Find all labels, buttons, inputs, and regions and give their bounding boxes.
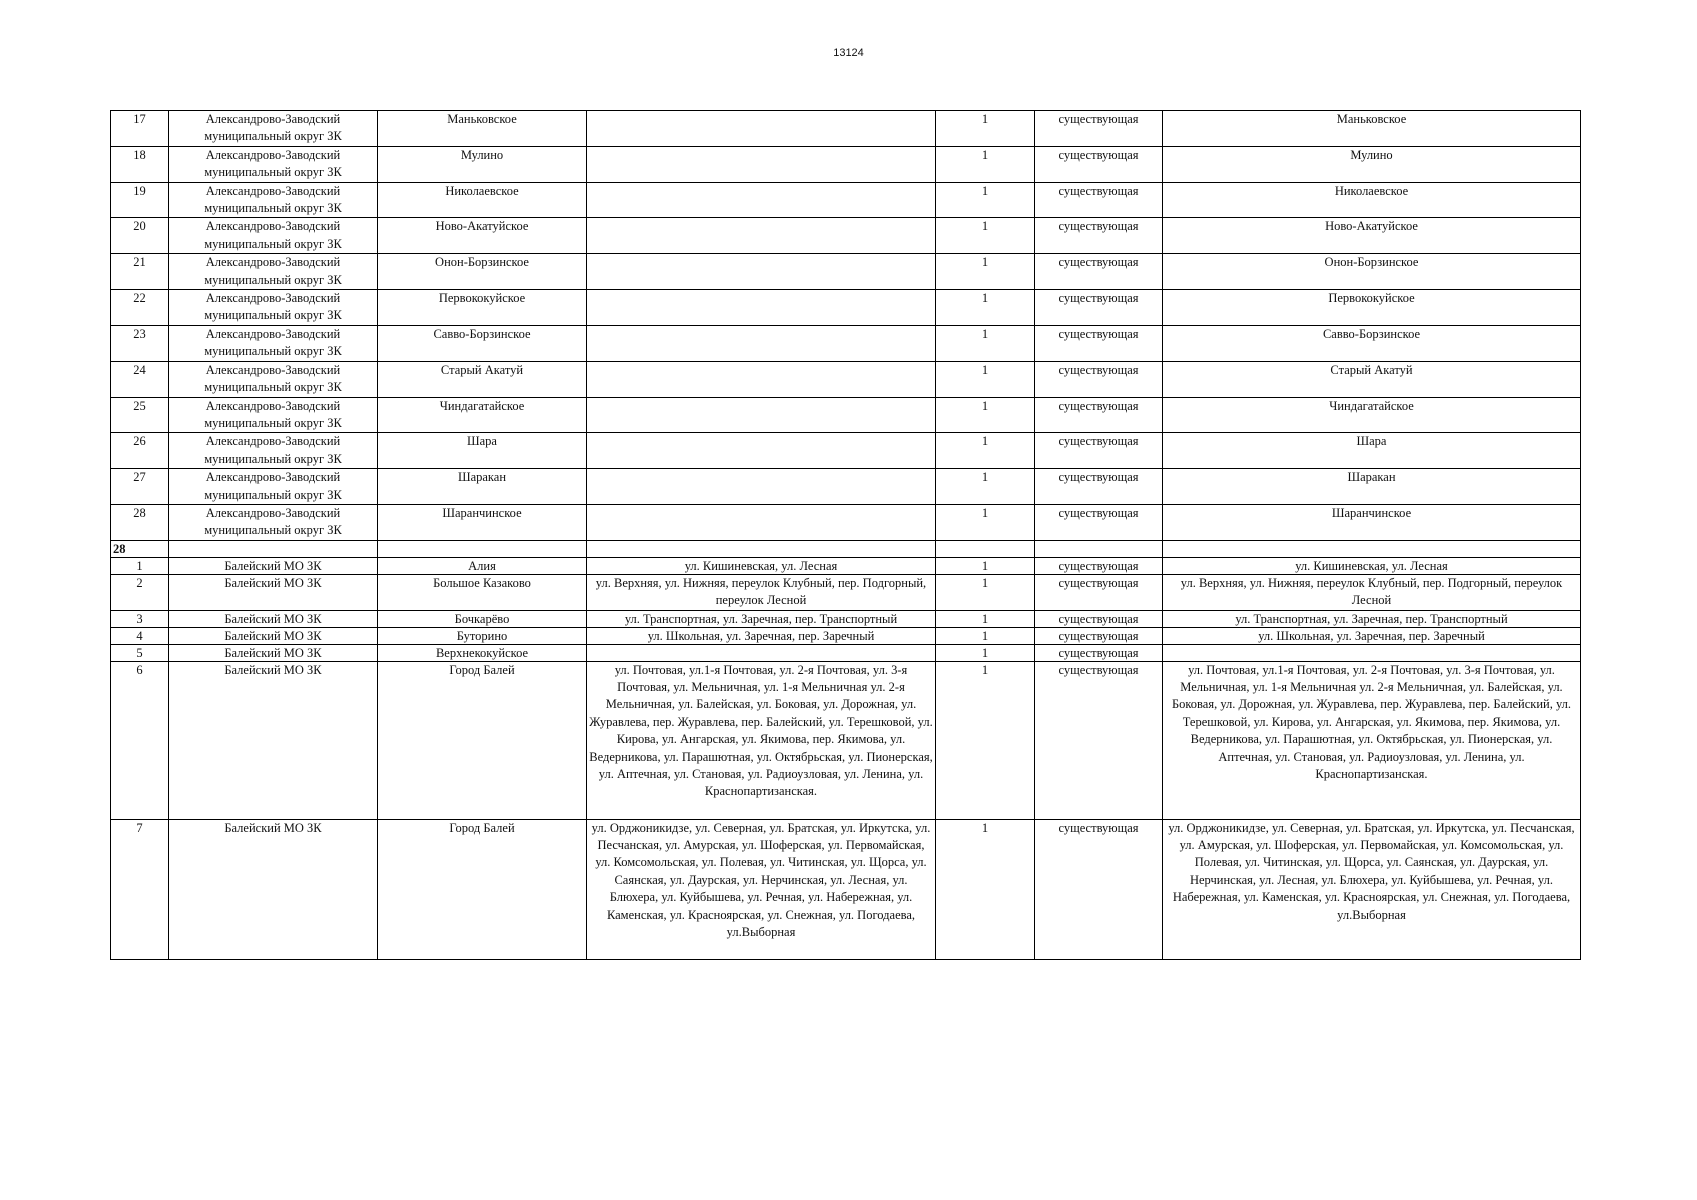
table-row: [111, 627, 1581, 644]
cell-streets: [587, 397, 936, 433]
cell-settlement: Чиндагатайское: [378, 397, 587, 433]
cell-count: 1: [936, 111, 1035, 147]
empty-cell: [169, 540, 378, 557]
cell-status: существующая: [1035, 661, 1163, 819]
cell-status: существующая: [1035, 610, 1163, 627]
table-row: [111, 254, 1581, 290]
cell-count: 1: [936, 254, 1035, 290]
cell-status: существующая: [1035, 574, 1163, 610]
cell-status: существующая: [1035, 361, 1163, 397]
cell-count: 1: [936, 361, 1035, 397]
cell-district: Балейский МО ЗК: [169, 574, 378, 610]
table-row: [111, 433, 1581, 469]
cell-streets: ул. Почтовая, ул.1-я Почтовая, ул. 2-я Почтовая, ул. 3-я Почтовая, ул. Мельничная, ул. 1-я Мельничная ул. 2-я Мельничная, ул. Балейская, ул. Боковая, ул. Дорожная, ул. Журавлева, пер. Журавлева, пер. Балейский, ул. Терешковой, ул. Кирова, ул. Ангарская, ул. Якимова, пер. Якимова, ул. Ведерникова, ул. Парашютная, ул. Октябрьская, ул. Пионерская, ул. Аптечная, ул. Становая, ул. Радиоузловая, ул. Ленина, ул. Краснопартизанская.: [587, 661, 936, 819]
cell-number: 1: [111, 557, 169, 574]
cell-number: 20: [111, 218, 169, 254]
cell-settlement: Шаракан: [378, 469, 587, 505]
cell-streets: [587, 111, 936, 147]
cell-number: 5: [111, 644, 169, 661]
cell-zone: Савво-Борзинское: [1163, 325, 1581, 361]
cell-number: 24: [111, 361, 169, 397]
empty-cell: [587, 540, 936, 557]
cell-status: существующая: [1035, 111, 1163, 147]
cell-streets: [587, 182, 936, 218]
subtotal-row: [111, 540, 1581, 557]
cell-district: Балейский МО ЗК: [169, 627, 378, 644]
cell-status: существующая: [1035, 325, 1163, 361]
cell-district: Александрово-Заводский муниципальный округ ЗК: [169, 254, 378, 290]
cell-status: существующая: [1035, 218, 1163, 254]
cell-count: 1: [936, 218, 1035, 254]
table-row: [111, 361, 1581, 397]
cell-number: 7: [111, 819, 169, 959]
cell-zone: ул. Кишиневская, ул. Лесная: [1163, 557, 1581, 574]
cell-status: существующая: [1035, 469, 1163, 505]
cell-zone: ул. Транспортная, ул. Заречная, пер. Транспортный: [1163, 610, 1581, 627]
cell-status: существующая: [1035, 557, 1163, 574]
cell-district: Александрово-Заводский муниципальный округ ЗК: [169, 433, 378, 469]
cell-number: 25: [111, 397, 169, 433]
cell-settlement: Ново-Акатуйское: [378, 218, 587, 254]
cell-settlement: Бочкарёво: [378, 610, 587, 627]
cell-number: 23: [111, 325, 169, 361]
cell-status: существующая: [1035, 433, 1163, 469]
cell-zone: ул. Почтовая, ул.1-я Почтовая, ул. 2-я Почтовая, ул. 3-я Почтовая, ул. Мельничная, ул. 1-я Мельничная ул. 2-я Мельничная, ул. Балейская, ул. Боковая, ул. Дорожная, ул. Журавлева, пер. Журавлева, пер. Балейский, ул. Терешковой, ул. Кирова, ул. Ангарская, ул. Якимова, пер. Якимова, ул. Ведерникова, ул. Парашютная, ул. Октябрьская, ул. Пионерская, ул. Аптечная, ул. Становая, ул. Радиоузловая, ул. Ленина, ул. Краснопартизанская.: [1163, 661, 1581, 819]
cell-district: Александрово-Заводский муниципальный округ ЗК: [169, 325, 378, 361]
table-row: [111, 218, 1581, 254]
cell-number: 27: [111, 469, 169, 505]
table-row: [111, 469, 1581, 505]
cell-settlement: Верхнекокуйское: [378, 644, 587, 661]
cell-settlement: Мулино: [378, 146, 587, 182]
cell-settlement: Шаранчинское: [378, 504, 587, 540]
cell-status: существующая: [1035, 627, 1163, 644]
cell-number: 4: [111, 627, 169, 644]
cell-settlement: Алия: [378, 557, 587, 574]
cell-zone: Чиндагатайское: [1163, 397, 1581, 433]
cell-settlement: Город Балей: [378, 661, 587, 819]
empty-cell: [378, 540, 587, 557]
table-row: [111, 661, 1581, 819]
cell-settlement: Город Балей: [378, 819, 587, 959]
cell-streets: ул. Кишиневская, ул. Лесная: [587, 557, 936, 574]
cell-zone: Маньковское: [1163, 111, 1581, 147]
cell-streets: [587, 644, 936, 661]
cell-count: 1: [936, 610, 1035, 627]
cell-settlement: Савво-Борзинское: [378, 325, 587, 361]
cell-settlement: Николаевское: [378, 182, 587, 218]
table-row: [111, 819, 1581, 959]
cell-number: 3: [111, 610, 169, 627]
cell-district: Александрово-Заводский муниципальный округ ЗК: [169, 111, 378, 147]
empty-cell: [1035, 540, 1163, 557]
cell-district: Балейский МО ЗК: [169, 557, 378, 574]
cell-count: 1: [936, 433, 1035, 469]
cell-number: 19: [111, 182, 169, 218]
cell-zone: Старый Акатуй: [1163, 361, 1581, 397]
table-row: [111, 557, 1581, 574]
table-row: [111, 146, 1581, 182]
cell-zone: ул. Верхняя, ул. Нижняя, переулок Клубный, пер. Подгорный, переулок Лесной: [1163, 574, 1581, 610]
cell-count: 1: [936, 661, 1035, 819]
table-row: [111, 182, 1581, 218]
cell-count: 1: [936, 290, 1035, 326]
cell-streets: [587, 433, 936, 469]
cell-count: 1: [936, 644, 1035, 661]
cell-status: существующая: [1035, 146, 1163, 182]
cell-status: существующая: [1035, 397, 1163, 433]
table-row: [111, 610, 1581, 627]
cell-number: 22: [111, 290, 169, 326]
empty-cell: [1163, 540, 1581, 557]
cell-settlement: Старый Акатуй: [378, 361, 587, 397]
page-number: 13124: [833, 47, 864, 59]
cell-count: 1: [936, 574, 1035, 610]
cell-number: 17: [111, 111, 169, 147]
cell-zone: Первококуйское: [1163, 290, 1581, 326]
cell-settlement: Шара: [378, 433, 587, 469]
cell-zone: Ново-Акатуйское: [1163, 218, 1581, 254]
cell-streets: ул. Верхняя, ул. Нижняя, переулок Клубный, пер. Подгорный, переулок Лесной: [587, 574, 936, 610]
cell-streets: [587, 504, 936, 540]
table-body: [111, 111, 1581, 960]
cell-streets: ул. Орджоникидзе, ул. Северная, ул. Братская, ул. Иркутска, ул. Песчанская, ул. Амурская, ул. Шоферская, ул. Первомайская, ул. Комсомольская, ул. Полевая, ул. Читинская, ул. Щорса, ул. Саянская, ул. Даурская, ул. Нерчинская, ул. Лесная, ул. Блюхера, ул. Куйбышева, ул. Речная, ул. Набережная, ул. Каменская, ул. Красноярская, ул. Снежная, ул. Погодаева, ул.Выборная: [587, 819, 936, 959]
cell-district: Балейский МО ЗК: [169, 661, 378, 819]
cell-count: 1: [936, 557, 1035, 574]
cell-status: существующая: [1035, 819, 1163, 959]
table-row: [111, 111, 1581, 147]
cell-number: 18: [111, 146, 169, 182]
cell-district: Александрово-Заводский муниципальный округ ЗК: [169, 361, 378, 397]
cell-streets: [587, 254, 936, 290]
cell-district: Александрово-Заводский муниципальный округ ЗК: [169, 397, 378, 433]
cell-district: Балейский МО ЗК: [169, 819, 378, 959]
cell-count: 1: [936, 469, 1035, 505]
cell-district: Балейский МО ЗК: [169, 610, 378, 627]
cell-status: существующая: [1035, 290, 1163, 326]
cell-streets: ул. Транспортная, ул. Заречная, пер. Транспортный: [587, 610, 936, 627]
cell-zone: Николаевское: [1163, 182, 1581, 218]
cell-count: 1: [936, 182, 1035, 218]
table-row: [111, 325, 1581, 361]
cell-settlement: Буторино: [378, 627, 587, 644]
table-row: [111, 504, 1581, 540]
cell-number: 26: [111, 433, 169, 469]
cell-settlement: Маньковское: [378, 111, 587, 147]
cell-count: 1: [936, 397, 1035, 433]
cell-streets: ул. Школьная, ул. Заречная, пер. Заречный: [587, 627, 936, 644]
cell-number: 2: [111, 574, 169, 610]
cell-status: существующая: [1035, 182, 1163, 218]
cell-count: 1: [936, 627, 1035, 644]
cell-streets: [587, 469, 936, 505]
cell-district: Александрово-Заводский муниципальный округ ЗК: [169, 218, 378, 254]
cell-district: Александрово-Заводский муниципальный округ ЗК: [169, 146, 378, 182]
cell-zone: [1163, 644, 1581, 661]
table-row: [111, 574, 1581, 610]
cell-status: существующая: [1035, 254, 1163, 290]
cell-count: 1: [936, 504, 1035, 540]
cell-district: Александрово-Заводский муниципальный округ ЗК: [169, 290, 378, 326]
cell-zone: Онон-Борзинское: [1163, 254, 1581, 290]
cell-status: существующая: [1035, 504, 1163, 540]
cell-number: 21: [111, 254, 169, 290]
cell-count: 1: [936, 325, 1035, 361]
table-row: [111, 397, 1581, 433]
cell-streets: [587, 290, 936, 326]
cell-zone: Шаранчинское: [1163, 504, 1581, 540]
cell-count: 1: [936, 819, 1035, 959]
cell-zone: ул. Школьная, ул. Заречная, пер. Заречный: [1163, 627, 1581, 644]
cell-number: 28: [111, 504, 169, 540]
cell-district: Александрово-Заводский муниципальный округ ЗК: [169, 182, 378, 218]
table-row: [111, 644, 1581, 661]
cell-zone: Шаракан: [1163, 469, 1581, 505]
cell-district: Александрово-Заводский муниципальный округ ЗК: [169, 504, 378, 540]
table-row: [111, 290, 1581, 326]
cell-number: 6: [111, 661, 169, 819]
registry-table: [110, 110, 1581, 960]
empty-cell: [936, 540, 1035, 557]
cell-count: 1: [936, 146, 1035, 182]
cell-streets: [587, 325, 936, 361]
subtotal-label: 28: [111, 540, 169, 557]
cell-zone: Шара: [1163, 433, 1581, 469]
cell-streets: [587, 146, 936, 182]
cell-status: существующая: [1035, 644, 1163, 661]
cell-zone: ул. Орджоникидзе, ул. Северная, ул. Братская, ул. Иркутска, ул. Песчанская, ул. Амурская, ул. Шоферская, ул. Первомайская, ул. Комсомольская, ул. Полевая, ул. Читинская, ул. Щорса, ул. Саянская, ул. Даурская, ул. Нерчинская, ул. Лесная, ул. Блюхера, ул. Куйбышева, ул. Речная, ул. Набережная, ул. Каменская, ул. Красноярская, ул. Снежная, ул. Погодаева, ул.Выборная: [1163, 819, 1581, 959]
cell-settlement: Первококуйское: [378, 290, 587, 326]
cell-zone: Мулино: [1163, 146, 1581, 182]
cell-district: Александрово-Заводский муниципальный округ ЗК: [169, 469, 378, 505]
cell-settlement: Большое Казаково: [378, 574, 587, 610]
cell-district: Балейский МО ЗК: [169, 644, 378, 661]
cell-streets: [587, 218, 936, 254]
cell-streets: [587, 361, 936, 397]
cell-settlement: Онон-Борзинское: [378, 254, 587, 290]
